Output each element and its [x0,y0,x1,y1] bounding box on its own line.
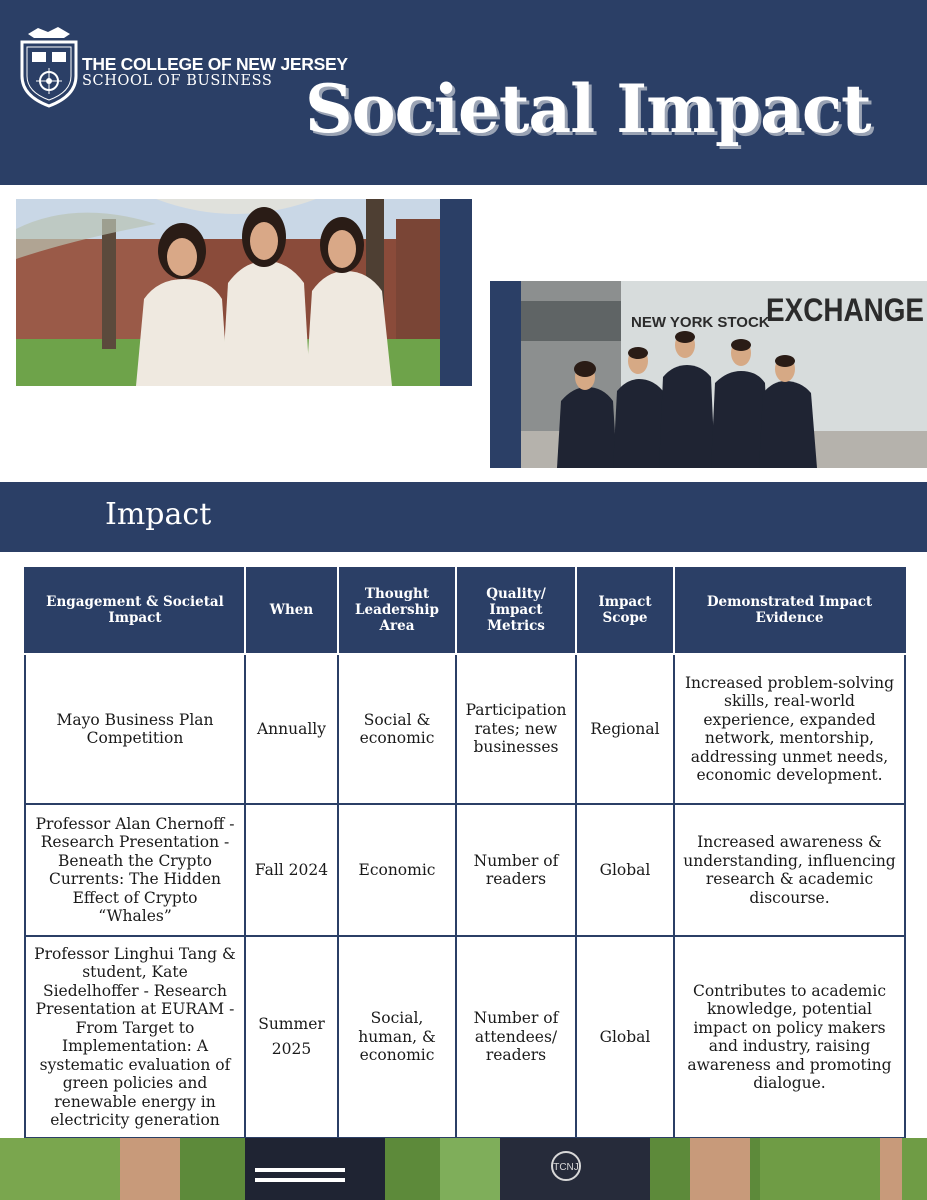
column-header: Quality/ Impact Metrics [456,567,576,654]
area-cell: Social, human, & economic [338,936,456,1138]
impact-table [24,567,906,1139]
evidence-cell: Contributes to academic knowledge, potential impact on policy makers and industry, raising awareness and promoting dialogue. [674,936,905,1138]
page-title: Societal Impact [305,70,871,148]
area-cell: Economic [338,804,456,936]
table-row [25,654,905,804]
column-header: Impact Scope [576,567,674,654]
section-heading: Impact [105,497,212,532]
evidence-cell: Increased problem-solving skills, real-world experience, expanded network, mentorship, addressing unmet needs, economic development. [674,654,905,804]
engagement-cell: Mayo Business Plan Competition [25,654,245,804]
students-campus-photo [16,199,440,386]
when-cell: Fall 2024 [245,804,338,936]
engagement-cell: Professor Alan Chernoff - Research Presentation - Beneath the Crypto Currents: The Hidden Effect of Crypto “Whales” [25,804,245,936]
metrics-cell: Number of readers [456,804,576,936]
college-name: THE COLLEGE OF NEW JERSEY [82,54,348,74]
metrics-cell: Number of attendees/ readers [456,936,576,1138]
page-header [0,0,927,185]
lion-shield-seal-icon [18,26,80,108]
evidence-cell: Increased awareness & understanding, influencing research & academic discourse. [674,804,905,936]
scope-cell: Regional [576,654,674,804]
when-cell: Annually [245,654,338,804]
shirt-logo-text: TCNJ [553,1162,579,1173]
column-header: Thought Leadership Area [338,567,456,654]
table-row [25,804,905,936]
nyse-students-photo [521,281,927,468]
column-header: Demonstrated Impact Evidence [674,567,905,654]
nyse-sign-small-text: NEW YORK STOCK [631,314,770,331]
metrics-cell: Participation rates; new businesses [456,654,576,804]
photo-accent-bar [440,199,472,386]
engagement-cell: Professor Linghui Tang & student, Kate Siedelhoffer - Research Presentation at EURAM - From Target to Implementation: A systematic evaluation of green policies and renewable energy in electricity generation [25,936,245,1138]
when-cell: Summer 2025 [245,936,338,1138]
area-cell: Social & economic [338,654,456,804]
table-header-row [25,567,905,654]
scope-cell: Global [576,936,674,1138]
column-header: Engagement & Societal Impact [25,567,245,654]
table-row [25,936,905,1138]
column-header: When [245,567,338,654]
scope-cell: Global [576,804,674,936]
bottom-photo-strip [0,1138,927,1200]
school-name: SCHOOL OF BUSINESS [82,73,273,89]
nyse-sign-large-text: EXCHANGE [766,292,924,328]
photo-accent-bar [490,281,521,468]
